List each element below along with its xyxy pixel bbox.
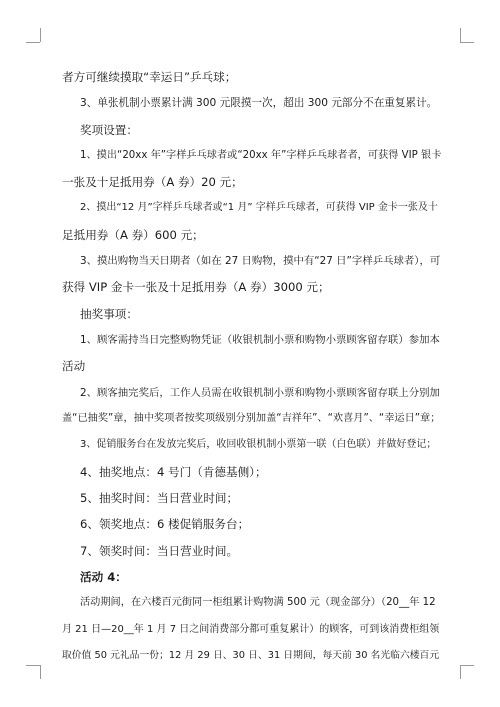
text-line: 3、摸出购物当天日期者（如在 27 日购物，摸中有“27 日”字样乒乓球者），可 (80, 255, 441, 267)
text-line: 者方可继续摸取“幸运日”乒乓球； (62, 70, 237, 84)
text-line: 7、领奖时间：当日营业时间。 (80, 544, 239, 558)
text-line: 3、单张机制小票累计满 300 元限摸一次，超出 300 元部分不在重复累计。 (80, 97, 438, 109)
crop-mark-top-left-h (26, 42, 40, 43)
text-line: 2、摸出“12 月”字样乒乓球者或“1 月” 字样乒乓球者，可获得 VIP 金卡一张及十 (80, 202, 438, 213)
crop-mark-bottom-right-v (460, 665, 461, 679)
text-line: 足抵用券（A 券）600 元； (62, 228, 204, 242)
text-line: 活动期间，在六楼百元街同一柜组累计购物满 500 元（现金部分）（20__年 12 (80, 597, 436, 608)
text-line: 奖项设置： (80, 123, 138, 137)
crop-mark-bottom-left-v (40, 665, 41, 679)
text-line: 1、摸出“20xx 年”字样乒乓球者或“20xx 年”字样乒乓球者者，可获得 VIP 银卡 (80, 150, 442, 161)
text-line: 取价值 50 元礼品一份；12 月 29 日、30 日、31 日期间，每天前 30 名光临六楼百元 (62, 650, 440, 661)
crop-mark-bottom-left-h (26, 665, 40, 666)
text-line: 4、抽奖地点：4 号门（肯德基侧）； (80, 465, 267, 479)
text-line: 月 21 日—20__年 1 月 7 日之间消费部分都可重复累计）的顾客，可到该消费柜组领 (62, 624, 440, 635)
text-line: 抽奖事项： (80, 307, 138, 321)
text-line: 5、抽奖时间：当日营业时间； (80, 491, 239, 505)
text-line: 3、促销服务台在发放完奖后，收回收银机制小票第一联（白色联）并做好登记； (80, 439, 437, 450)
crop-mark-bottom-right-h (460, 665, 474, 666)
text-line: 一张及十足抵用券（A 券）20 元； (62, 175, 243, 189)
text-line: 活动 (62, 359, 86, 373)
text-line: 盖“已抽奖”章，抽中奖项者按奖项级别分别加盖“吉祥年”、“欢喜月”、“幸运日”章； (62, 413, 441, 424)
text-line: 6、领奖地点：6 楼促销服务台； (80, 517, 250, 531)
text-line: 获得 VIP 金卡一张及十足抵用券（A 券）3000 元； (62, 280, 330, 294)
crop-mark-top-left-v (40, 28, 41, 42)
crop-mark-top-right-h (460, 42, 474, 43)
crop-mark-top-right-v (460, 28, 461, 42)
text-line: 1、顾客需持当日完整购物凭证（收银机制小票和购物小票顾客留存联）参加本 (80, 334, 440, 346)
text-line: 2、顾客抽完奖后，工作人员需在收银机制小票和购物小票顾客留存联上分别加 (80, 387, 440, 399)
section-heading: 活动 4： (80, 570, 127, 584)
